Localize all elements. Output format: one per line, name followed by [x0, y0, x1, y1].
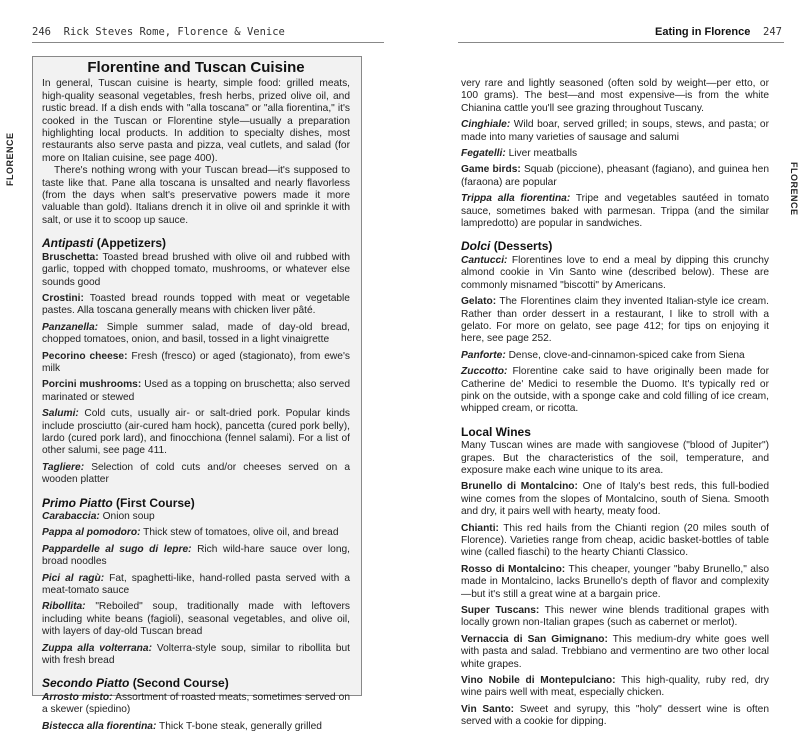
section-title: Eating in Florence	[655, 26, 751, 38]
menu-entry: Panforte: Dense, clove-and-cinnamon-spiced cake from Siena	[461, 349, 745, 361]
menu-entry: Porcini mushrooms: Used as a topping on bruschetta; also served marinated or stewed	[42, 379, 350, 403]
wine-entry: Super Tuscans: This newer wine blends traditional grapes with locally grown non-Italian grapes (such as cabernet or merlot).	[461, 605, 770, 629]
wine-entry: Vernaccia di San Gimignano: This medium-dry white goes well with pasta and salad. Trebbiano and vermentino are two other local white grapes.	[461, 633, 769, 670]
right-page-number: 247	[763, 26, 782, 38]
menu-entry: Pici al ragù: Fat, spaghetti-like, hand-rolled pasta served with a meat-tomato sauce	[42, 572, 350, 597]
header-rule-left	[32, 42, 384, 43]
left-page-header	[32, 26, 285, 38]
wines-intro: Many Tuscan wines are made with sangiovese ("blood of Jupiter") grapes. But the characteristics of the soil, temperature, and exposure make each wine unique to its area.	[461, 440, 769, 476]
menu-entry: Bistecca alla fiorentina: Thick T-bone steak, generally grilled	[42, 720, 322, 732]
wine-entry: Brunello di Montalcino: One of Italy's best reds, this full-bodied wine comes from the slopes of Montalcino, south of Siena. Smooth and dry, it pairs well with hearty, meaty food.	[461, 481, 769, 518]
menu-entry: Pappa al pomodoro: Thick stew of tomatoes, olive oil, and bread	[42, 527, 339, 539]
menu-entry: Zuppa alla volterrana: Volterra-style soup, similar to ribollita but with fresh bread	[42, 642, 350, 667]
intro-paragraph: In general, Tuscan cuisine is hearty, simple food: grilled meats, high-quality seasonal vegetables, fresh herbs, prized olive oil, and rustic bread. If a dish ends with "alla toscana" or "alla fiorentina," it's cooked in the Tuscan or Florentine style—usually a preparation highlighting local products. In addition to specialty dishes, most restaurants also serve pasta and pizza, veal cutlets, and salad (for more on Italian cuisine, see page 400).	[42, 78, 350, 164]
book-title: Rick Steves Rome, Florence & Venice	[63, 26, 285, 38]
menu-entry: Bruschetta: Toasted bread brushed with olive oil and rubbed with garlic, topped with chopped tomato, mushrooms, or whatever else sounds good	[42, 251, 350, 288]
left-page-number: 246	[32, 26, 51, 38]
section-heading-antipasti: Antipasti (Appetizers)	[42, 236, 167, 251]
wine-entry: Rosso di Montalcino: This cheaper, younger "baby Brunello," also made in Montalcino, lacks Brunello's depth of flavor and complexity—but it's still a great wine at a bargain price.	[461, 563, 769, 600]
menu-entry: Cinghiale: Wild boar, served grilled; in soups, stews, and pasta; or made into many varieties of sausage and salumi	[461, 119, 769, 143]
intro-paragraph: There's nothing wrong with your Tuscan bread—it's supposed to taste like that. Pane alla toscana is unsalted and nearly flavorless (from the days when salt's preservative powers made it more valuable than gold). Italians drench it in olive oil and sprinkle it with salt, or use it to scoop up sauce.	[42, 165, 350, 226]
menu-entry: Carabaccia: Onion soup	[42, 511, 155, 522]
menu-entry: Tagliere: Selection of cold cuts and/or cheeses served on a wooden platter	[42, 461, 350, 486]
menu-entry: Zuccotto: Florentine cake said to have originally been made for Catherine de' Medici to resemble the Duomo. It's typically red or pink on the outside, with a sponge cake and cold filling of ice cream, whipped cream, or ricotta.	[461, 366, 769, 415]
wine-entry: Vino Nobile di Montepulciano: This high-quality, ruby red, dry wine pairs well with meat, especially chicken.	[461, 675, 769, 699]
section-heading-dolci: Dolci (Desserts)	[461, 239, 553, 254]
menu-entry: Ribollita: "Reboiled" soup, traditionally made with leftovers including white beans (fagioli), seasonal vegetables, and olive oil, with layers of day-old Tuscan bread	[42, 601, 350, 638]
sidebar-title: Florentine and Tuscan Cuisine	[87, 59, 305, 76]
continued-entry: very rare and lightly seasoned (often sold by weight—per etto, or 100 grams). The best—and most expensive—is from the white Chianina cattle you'll see grazing throughout Tuscany.	[461, 78, 769, 114]
menu-entry: Game birds: Squab (piccione), pheasant (fagiano), and guinea hen (faraona) are popular	[461, 164, 769, 188]
menu-entry: Pappardelle al sugo di lepre: Rich wild-hare sauce over long, broad noodles	[42, 543, 350, 568]
spine-tab-left: FLORENCE	[5, 132, 15, 186]
menu-entry: Crostini: Toasted bread rounds topped with meat or vegetable pastes. Alla toscana generally means with chicken liver pâté.	[42, 292, 350, 317]
menu-entry: Panzanella: Simple summer salad, made of day-old bread, chopped tomatoes, onion, and basil, tossed in a light vinaigrette	[42, 321, 350, 346]
menu-entry: Arrosto misto: Assortment of roasted meats, sometimes served on a skewer (spiedino)	[42, 691, 350, 716]
menu-entry: Fegatelli: Liver meatballs	[461, 148, 578, 160]
menu-entry: Gelato: The Florentines claim they invented Italian-style ice cream. Rather than order dessert in a restaurant, I like to stroll with a gelato. For more on gelato, see page 412; for tips on enjoying it here, see page 252.	[461, 296, 769, 345]
wine-entry: Chianti: This red hails from the Chianti region (20 miles south of Florence). Varieties range from cheap, acidic basket-bottles of table wine (called fiaschi) to the hearty Chianti Classico.	[461, 522, 769, 559]
wine-entry: Vin Santo: Sweet and syrupy, this "holy" dessert wine is often served with a cookie for dipping.	[461, 703, 770, 728]
section-heading-primo: Primo Piatto (First Course)	[42, 495, 195, 510]
right-column	[461, 78, 769, 733]
left-column	[42, 59, 350, 737]
section-heading-wines: Local Wines	[461, 424, 531, 439]
section-heading-secondo: Secondo Piatto (Second Course)	[42, 676, 229, 691]
menu-entry: Pecorino cheese: Fresh (fresco) or aged (stagionato), from ewe's milk	[42, 350, 350, 374]
right-page-header	[655, 26, 782, 38]
spine-tab-right: FLORENCE	[789, 162, 799, 216]
menu-entry: Salumi: Cold cuts, usually air- or salt-dried pork. Popular kinds include prosciutto (air-cured ham hock), pancetta (cured pork belly), lardo (cured pork lard), and finocchiona (fennel salami). For a list of other salumi, see page 411.	[42, 408, 350, 457]
menu-entry: Trippa alla fiorentina: Tripe and vegetables sautéed in tomato sauce, sometimes baked with parmesan. Trippa (and the similar lampredotto) are popular in sandwiches.	[461, 193, 770, 230]
menu-entry: Cantucci: Florentines love to end a meal by dipping this crunchy almond cookie in Vin Santo wine (described below). These are commonly misnamed "biscotti" by Americans.	[461, 254, 769, 291]
header-rule-right	[458, 42, 784, 43]
